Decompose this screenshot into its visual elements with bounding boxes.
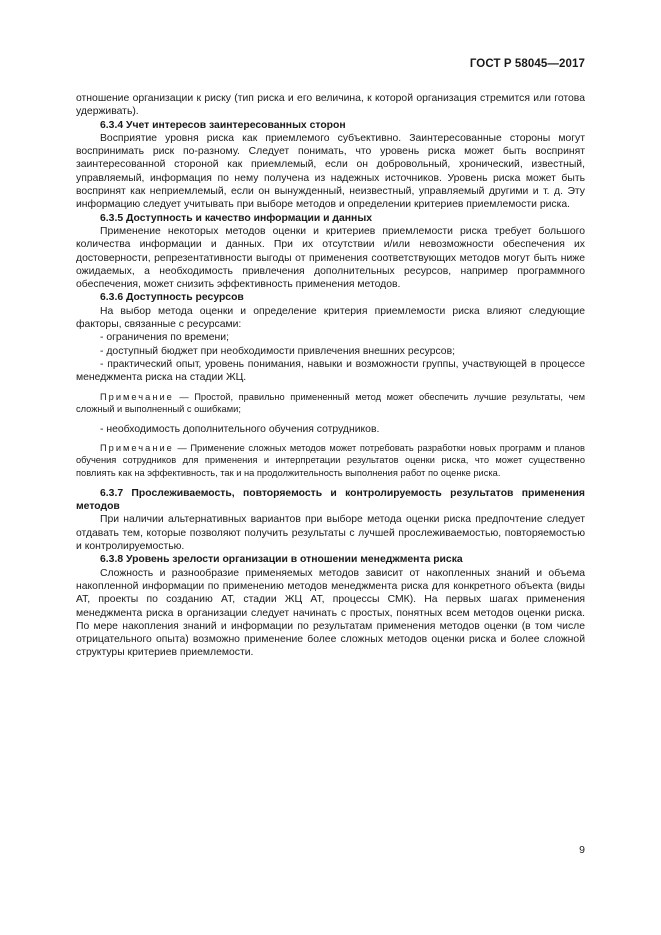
section-heading-6-3-5: 6.3.5 Доступность и качество информации и данных [100, 212, 372, 224]
section-heading-6-3-8: 6.3.8 Уровень зрелости организации в отношении менеджмента риска [100, 554, 463, 566]
list-item: - практический опыт, уровень понимания, навыки и возможности группы, участвующей в процессе менеджмента риска на стадии ЖЦ. [76, 358, 585, 384]
list-item: - ограничения по времени; [100, 332, 229, 344]
document-body [76, 92, 585, 660]
note-text: — Применение сложных методов может потребовать разработки новых программ и планов обучения сотрудников для применения и интерпретации результатов оценки риска, что может существенно повлиять как на эффективность, так и на продолжительность выполнения работ по оценке риска. [76, 443, 585, 478]
paragraph-6-3-5: Применение некоторых методов оценки и критериев приемлемости риска требует большого количества информации и данных. При их отсутствии и/или невозможности обеспечения их достоверности, репрезентативности выгоды от применения соответствующих методов могут быть ниже ожидаемых, а необходимость привлечения дополнительных ресурсов, например программного обеспечения, может снизить эффективность применения методов. [76, 225, 585, 291]
section-heading-6-3-7: 6.3.7 Прослеживаемость, повторяемость и контролируемость результатов применения методов [76, 487, 585, 513]
list-item: - доступный бюджет при необходимости привлечения внешних ресурсов; [100, 345, 455, 357]
list-item: - необходимость дополнительного обучения сотрудников. [100, 423, 380, 435]
note-2 [76, 442, 585, 479]
note-label: Примечание [100, 391, 174, 402]
note-label: Примечание [100, 443, 174, 454]
paragraph-6-3-4: Восприятие уровня риска как приемлемого субъективно. Заинтересованные стороны могут воспринимать риск по-разному. Следует понимать, что уровень риска может быть воспринят заинтересованной стороной как приемлемый, если он добровольный, хронический, известный, управляемый, информация по нему получена из надежных источников. Уровень риска может быть воспринят как неприемлемый, если он вынужденный, неизвестный, управляемый другими и т. д. Эту информацию следует учитывать при выборе методов и определении критериев приемлемости риска. [76, 132, 585, 211]
paragraph-6-3-6: На выбор метода оценки и определение критерия приемлемости риска влияют следующие факторы, связанные с ресурсами: [76, 305, 585, 331]
note-text: — Простой, правильно примененный метод может обеспечить лучшие результаты, чем сложный и выполненный с ошибками; [76, 391, 585, 414]
standard-designation: ГОСТ Р 58045—2017 [469, 58, 585, 70]
paragraph-6-3-7: При наличии альтернативных вариантов при выборе метода оценки риска предпочтение следует отдавать тем, которые позволяют получить результаты с лучшей прослеживаемостью, повторяемостью и контролируемостью. [76, 514, 585, 553]
section-heading-6-3-6: 6.3.6 Доступность ресурсов [100, 292, 244, 304]
page-number: 9 [579, 844, 585, 856]
section-heading-6-3-4: 6.3.4 Учет интересов заинтересованных сторон [100, 119, 346, 131]
note-1 [76, 391, 585, 415]
paragraph-continued: отношение организации к риску (тип риска и его величина, к которой организация стремится или готова удерживать). [76, 93, 585, 118]
paragraph-6-3-8: Сложность и разнообразие применяемых методов зависит от накопленных знаний и объема накопленной информации по применению методов менеджмента риска для конкретного объекта (виды АТ, проекты по созданию АТ, стадии ЖЦ АТ, процессы СМК). На первых шагах применения менеджмента риска в организации следует начинать с простых, понятных всем методов оценки риска. По мере накопления знаний и информации по результатам применения методов оценки (в том числе отрицательного опыта) возможно применение более сложных методов оценки риска и более сложной структуры критериев приемлемости. [76, 567, 585, 659]
